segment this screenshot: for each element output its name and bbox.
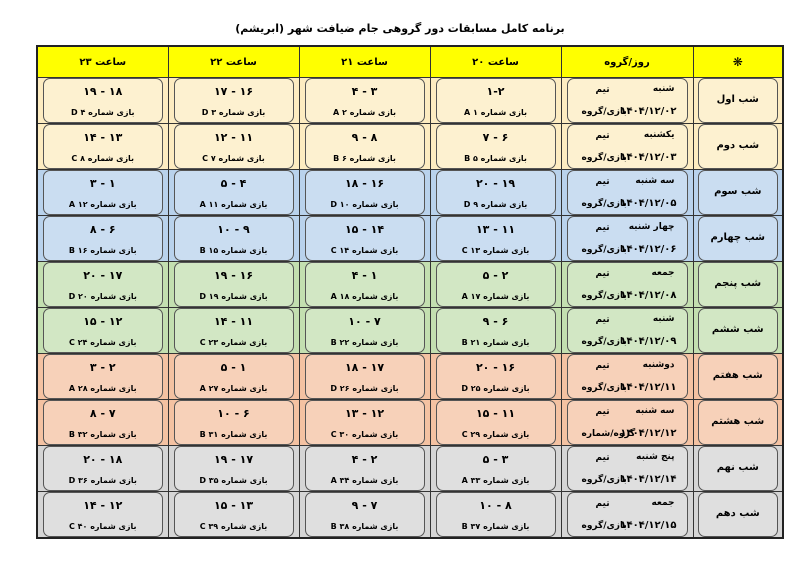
day-name: یکشنبه (643, 130, 675, 140)
game-number: بازی شماره ۸ C (71, 154, 135, 163)
game-cell-22 (168, 78, 299, 124)
group-label: بازی/گروه (581, 383, 627, 393)
game-number: بازی شماره ۱۷ A (461, 292, 530, 301)
game-cell-23 (37, 492, 168, 539)
group-label: بازی/گروه (581, 521, 627, 531)
group-label: بازی/گروه (581, 107, 627, 117)
game-number: بازی شماره ۴۰ C (68, 522, 137, 531)
game-number: بازی شماره ۲۴ C (68, 338, 137, 347)
game-teams: ۱۹ - ۲۰ (475, 177, 516, 190)
night-box (698, 492, 779, 537)
night-cell (693, 216, 783, 262)
night-label: شب هفتم (712, 370, 763, 381)
game-number: بازی شماره ۶ B (333, 154, 396, 163)
game-box (436, 354, 556, 399)
day-box (567, 216, 688, 261)
game-cell-23 (37, 446, 168, 492)
day-cell (561, 262, 693, 308)
game-number: بازی شماره ۵ B (464, 154, 527, 163)
game-number: بازی شماره ۲۳ C (199, 338, 268, 347)
game-cell-21 (299, 492, 430, 539)
night-label: شب دهم (715, 508, 760, 519)
game-box (436, 308, 556, 353)
match-date: ۱۴۰۴/۱۲/۱۱ (620, 382, 677, 393)
game-cell-22 (168, 400, 299, 446)
game-box (174, 124, 294, 169)
game-teams: ۸ - ۱۰ (479, 499, 512, 512)
game-teams: ۴ - ۵ (220, 177, 247, 190)
game-number: بازی شماره ۲۶ D (330, 384, 399, 393)
game-box (436, 492, 556, 537)
game-teams: ۱۲ - ۱۳ (344, 407, 385, 420)
game-box (436, 124, 556, 169)
game-number: بازی شماره ۱۱ A (199, 200, 268, 209)
group-label: بازی/گروه (581, 153, 627, 163)
match-date: ۱۴۰۴/۱۲/۰۹ (620, 336, 677, 347)
game-number: بازی شماره ۳۹ C (199, 522, 268, 531)
group-label: بازی/گروه (581, 337, 627, 347)
day-cell (561, 354, 693, 400)
game-teams: ۱۱ - ۱۴ (213, 315, 254, 328)
game-number: بازی شماره ۲۹ C (461, 430, 530, 439)
night-label: شب هشتم (711, 416, 765, 427)
game-teams: ۲ - ۴ (351, 453, 378, 466)
game-box (436, 216, 556, 261)
match-date: ۱۴۰۴/۱۲/۱۲ (620, 428, 677, 439)
game-number: بازی شماره ۷ C (202, 154, 265, 163)
schedule-row (37, 354, 783, 400)
game-box (174, 400, 294, 445)
game-teams: ۱ - ۵ (220, 361, 247, 374)
game-number: بازی شماره ۴ D (71, 108, 135, 117)
game-number: بازی شماره ۲۰ D (68, 292, 137, 301)
game-cell-21 (299, 216, 430, 262)
game-cell-20 (430, 78, 561, 124)
schedule-row (37, 446, 783, 492)
team-label: تیم (595, 407, 610, 417)
game-cell-21 (299, 308, 430, 354)
schedule-row (37, 262, 783, 308)
game-number: بازی شماره ۱۳ C (461, 246, 530, 255)
day-box (567, 492, 688, 537)
night-label: شب پنجم (714, 278, 762, 289)
night-cell (693, 446, 783, 492)
game-box (174, 262, 294, 307)
night-cell (693, 308, 783, 354)
night-cell (693, 262, 783, 308)
match-date: ۱۴۰۴/۱۲/۰۶ (620, 244, 677, 255)
day-box (567, 124, 688, 169)
game-teams: ۱۷ - ۲۰ (83, 269, 123, 282)
game-teams: ۱۷ - ۱۹ (213, 453, 254, 466)
night-box (698, 124, 779, 169)
day-box (567, 446, 688, 491)
game-cell-23 (37, 78, 168, 124)
page-title: برنامه کامل مسابقات دور گروهی جام ضیافت شهر (ابریشم) (235, 22, 565, 35)
group-label: بازی/گروه (581, 475, 627, 485)
game-box (43, 78, 163, 123)
header-hour-23: ساعت ۲۳ (37, 46, 168, 78)
game-teams: ۹ - ۱۰ (217, 223, 250, 236)
game-number: بازی شماره ۲ A (333, 108, 396, 117)
day-cell (561, 308, 693, 354)
game-box (174, 216, 294, 261)
game-teams: ۶ - ۷ (482, 131, 509, 144)
day-cell (561, 124, 693, 170)
game-cell-23 (37, 262, 168, 308)
game-number: بازی شماره ۳۷ B (461, 522, 530, 531)
game-box (305, 262, 425, 307)
day-cell (561, 170, 693, 216)
game-number: بازی شماره ۳۲ B (68, 430, 137, 439)
game-teams: ۸ - ۹ (351, 131, 378, 144)
night-label: شب ششم (711, 324, 764, 335)
match-date: ۱۴۰۴/۱۲/۰۳ (620, 152, 677, 163)
game-box (174, 354, 294, 399)
game-box (436, 446, 556, 491)
game-teams: ۱۳ - ۱۵ (213, 499, 254, 512)
team-label: تیم (595, 131, 610, 141)
game-box (305, 216, 425, 261)
game-box (436, 262, 556, 307)
game-number: بازی شماره ۱۰ D (330, 200, 399, 209)
game-cell-22 (168, 170, 299, 216)
team-label: تیم (595, 85, 610, 95)
game-box (43, 124, 163, 169)
night-box (698, 400, 779, 445)
game-teams: ۲ - ۳ (89, 361, 116, 374)
game-box (436, 78, 556, 123)
night-box (698, 78, 779, 123)
game-teams: ۱۳ - ۱۴ (83, 131, 123, 144)
game-cell-21 (299, 446, 430, 492)
game-cell-20 (430, 170, 561, 216)
game-box (43, 354, 163, 399)
day-box (567, 262, 688, 307)
schedule-row (37, 308, 783, 354)
match-date: ۱۴۰۴/۱۲/۰۵ (620, 198, 677, 209)
night-cell (693, 124, 783, 170)
group-label: بازی/گروه (581, 199, 627, 209)
game-number: بازی شماره ۱۲ A (68, 200, 137, 209)
night-box (698, 216, 779, 261)
schedule-row (37, 492, 783, 539)
game-number: بازی شماره ۱۶ B (68, 246, 137, 255)
game-box (43, 216, 163, 261)
game-cell-20 (430, 400, 561, 446)
group-label: گروه/شماره (581, 429, 636, 439)
game-cell-20 (430, 124, 561, 170)
day-box (567, 400, 688, 445)
game-cell-21 (299, 170, 430, 216)
game-number: بازی شماره ۳۶ D (68, 476, 137, 485)
game-teams: ۱ - ۳ (89, 177, 116, 190)
game-teams: ۶ - ۸ (89, 223, 116, 236)
team-label: تیم (595, 315, 610, 325)
game-teams: ۱۷ - ۱۸ (344, 361, 385, 374)
night-label: شب چهارم (710, 232, 766, 243)
game-box (305, 354, 425, 399)
team-label: تیم (595, 177, 610, 187)
day-name: جمعه (651, 498, 675, 508)
game-number: بازی شماره ۱۵ B (199, 246, 268, 255)
game-cell-23 (37, 216, 168, 262)
night-label: شب اول (716, 94, 759, 105)
game-box (305, 170, 425, 215)
game-cell-22 (168, 262, 299, 308)
header-day-group: روز/گروه (561, 46, 693, 78)
team-label: تیم (595, 223, 610, 233)
game-teams: ۷ - ۹ (351, 499, 378, 512)
day-name: شنبه (652, 314, 675, 324)
game-teams: ۱۲ - ۱۴ (83, 499, 123, 512)
day-name: سه شنبه (635, 406, 675, 416)
game-teams: ۱ - ۴ (351, 269, 378, 282)
team-label: تیم (595, 361, 610, 371)
group-label: بازی/گروه (581, 245, 627, 255)
day-cell (561, 400, 693, 446)
schedule-row (37, 78, 783, 124)
schedule-table (36, 45, 784, 539)
night-box (698, 262, 779, 307)
game-cell-23 (37, 124, 168, 170)
match-date: ۱۴۰۴/۱۲/۱۵ (620, 520, 677, 531)
game-number: بازی شماره ۲۱ B (461, 338, 530, 347)
game-cell-22 (168, 354, 299, 400)
game-cell-20 (430, 446, 561, 492)
game-cell-20 (430, 262, 561, 308)
night-box (698, 446, 779, 491)
schedule-row (37, 170, 783, 216)
game-number: بازی شماره ۲۸ A (68, 384, 137, 393)
game-box (174, 170, 294, 215)
game-cell-21 (299, 78, 430, 124)
game-teams: ۱۶ - ۱۸ (344, 177, 385, 190)
game-number: بازی شماره ۳۴ A (330, 476, 399, 485)
day-name: چهار شنبه (628, 222, 675, 232)
game-box (436, 170, 556, 215)
night-cell (693, 354, 783, 400)
game-teams: ۳ - ۴ (351, 85, 378, 98)
night-label: شب دوم (716, 140, 760, 151)
game-teams: ۳ - ۵ (482, 453, 509, 466)
game-number: بازی شماره ۳۵ D (199, 476, 268, 485)
schedule-row (37, 216, 783, 262)
game-number: بازی شماره ۳۰ C (330, 430, 399, 439)
game-box (43, 170, 163, 215)
game-number: بازی شماره ۱۴ C (330, 246, 399, 255)
game-teams: ۱۸ - ۲۰ (83, 453, 123, 466)
team-label: تیم (595, 453, 610, 463)
group-label: بازی/گروه (581, 291, 627, 301)
match-date: ۱۴۰۴/۱۲/۰۲ (620, 106, 677, 117)
match-date: ۱۴۰۴/۱۲/۱۴ (620, 474, 677, 485)
game-teams: ۱۱ - ۱۳ (475, 223, 516, 236)
day-cell (561, 446, 693, 492)
day-box (567, 170, 688, 215)
game-cell-23 (37, 308, 168, 354)
game-box (43, 308, 163, 353)
game-cell-22 (168, 124, 299, 170)
game-number: بازی شماره ۲۷ A (199, 384, 268, 393)
day-name: شنبه (652, 84, 675, 94)
game-box (305, 492, 425, 537)
night-box (698, 170, 779, 215)
night-cell (693, 170, 783, 216)
day-cell (561, 492, 693, 539)
game-number: بازی شماره ۳۳ A (461, 476, 530, 485)
day-name: پنج شنبه (636, 452, 675, 462)
game-box (305, 400, 425, 445)
game-box (43, 446, 163, 491)
game-number: بازی شماره ۳۸ B (330, 522, 399, 531)
game-teams: ۱۱ - ۱۲ (213, 131, 254, 144)
game-teams: ۶ - ۹ (482, 315, 509, 328)
game-teams: ۱۶ - ۱۹ (213, 269, 254, 282)
game-box (43, 400, 163, 445)
team-label: تیم (595, 269, 610, 279)
day-box (567, 308, 688, 353)
day-cell (561, 78, 693, 124)
day-name: دوشنبه (642, 360, 675, 370)
day-cell (561, 216, 693, 262)
game-teams: ۷ - ۱۰ (348, 315, 381, 328)
game-teams: ۱۴ - ۱۵ (344, 223, 385, 236)
game-teams: ۱-۲ (486, 85, 505, 98)
schedule-row (37, 124, 783, 170)
game-cell-20 (430, 216, 561, 262)
night-box (698, 354, 779, 399)
game-teams: ۶ - ۱۰ (217, 407, 250, 420)
day-box (567, 78, 688, 123)
game-cell-21 (299, 400, 430, 446)
game-number: بازی شماره ۳۱ B (199, 430, 268, 439)
game-teams: ۱۶ - ۱۷ (213, 85, 254, 98)
game-cell-21 (299, 354, 430, 400)
team-label: تیم (595, 499, 610, 509)
game-box (436, 400, 556, 445)
game-cell-20 (430, 354, 561, 400)
game-number: بازی شماره ۱۹ D (199, 292, 268, 301)
game-box (174, 446, 294, 491)
game-box (174, 308, 294, 353)
day-box (567, 354, 688, 399)
game-number: بازی شماره ۳ D (201, 108, 266, 117)
night-cell (693, 78, 783, 124)
game-cell-21 (299, 262, 430, 308)
game-box (305, 124, 425, 169)
game-number: بازی شماره ۱ A (464, 108, 527, 117)
game-teams: ۱۲ - ۱۵ (83, 315, 123, 328)
night-box (698, 308, 779, 353)
header-hour-21: ساعت ۲۱ (299, 46, 430, 78)
game-number: بازی شماره ۲۲ B (330, 338, 399, 347)
header-hour-20: ساعت ۲۰ (430, 46, 561, 78)
game-box (305, 78, 425, 123)
game-number: بازی شماره ۹ D (463, 200, 528, 209)
game-number: بازی شماره ۲۵ D (461, 384, 530, 393)
game-teams: ۱۶ - ۲۰ (475, 361, 516, 374)
game-box (174, 78, 294, 123)
game-cell-23 (37, 170, 168, 216)
game-number: بازی شماره ۱۸ A (330, 292, 399, 301)
game-teams: ۱۱ - ۱۵ (475, 407, 516, 420)
day-name: جمعه (651, 268, 675, 278)
night-label: شب نهم (716, 462, 759, 473)
game-cell-20 (430, 492, 561, 539)
game-box (305, 446, 425, 491)
night-label: شب سوم (714, 186, 762, 197)
game-cell-22 (168, 446, 299, 492)
header-corner: ❋ (693, 46, 783, 78)
night-cell (693, 492, 783, 539)
game-teams: ۷ - ۸ (89, 407, 116, 420)
game-teams: ۱۸ - ۱۹ (83, 85, 123, 98)
header-hour-22: ساعت ۲۲ (168, 46, 299, 78)
game-cell-22 (168, 216, 299, 262)
game-box (43, 492, 163, 537)
game-teams: ۲ - ۵ (482, 269, 509, 282)
game-box (174, 492, 294, 537)
game-cell-23 (37, 400, 168, 446)
game-box (305, 308, 425, 353)
game-box (43, 262, 163, 307)
game-cell-23 (37, 354, 168, 400)
match-date: ۱۴۰۴/۱۲/۰۸ (620, 290, 677, 301)
game-cell-22 (168, 308, 299, 354)
game-cell-20 (430, 308, 561, 354)
game-cell-21 (299, 124, 430, 170)
header-row (37, 46, 783, 78)
night-cell (693, 400, 783, 446)
day-name: سه شنبه (635, 176, 675, 186)
game-cell-22 (168, 492, 299, 539)
schedule-row (37, 400, 783, 446)
